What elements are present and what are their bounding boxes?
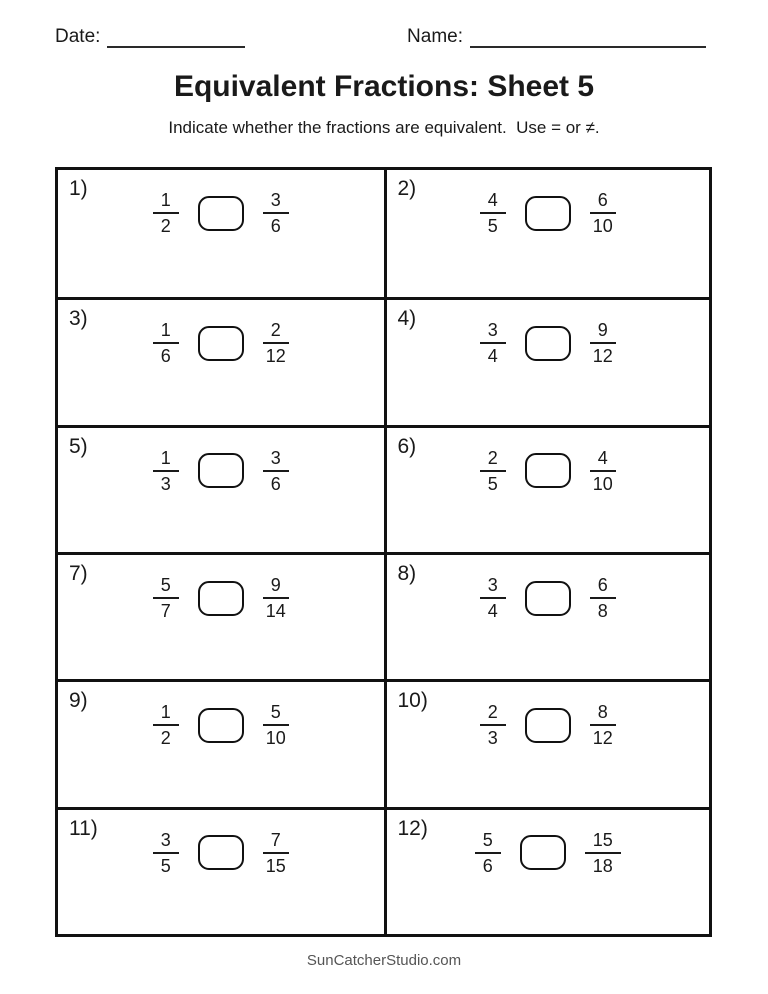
left-fraction	[480, 190, 506, 236]
right-fraction	[590, 320, 616, 366]
left-fraction-denominator: 3	[487, 728, 498, 749]
problem-number: 8)	[397, 562, 417, 585]
left-fraction-denominator: 5	[487, 473, 498, 494]
right-fraction-numerator: 3	[263, 190, 289, 214]
right-fraction-numerator: 6	[590, 190, 616, 214]
left-fraction-denominator: 4	[487, 346, 498, 367]
left-fraction	[480, 320, 506, 366]
right-fraction-denominator: 12	[265, 346, 286, 367]
answer-box[interactable]	[525, 581, 571, 616]
header-fields-row	[0, 0, 768, 48]
problem-number: 9)	[69, 689, 88, 713]
problem-row	[58, 320, 384, 366]
left-fraction	[153, 190, 179, 236]
right-fraction-numerator: 9	[263, 575, 289, 599]
problem-cell	[384, 425, 710, 552]
problem-cell	[58, 807, 384, 934]
right-fraction	[263, 702, 289, 748]
right-fraction	[585, 830, 621, 876]
left-fraction-numerator: 3	[480, 575, 506, 599]
date-label: Date:	[55, 26, 101, 47]
problem-number: 6)	[397, 434, 417, 458]
answer-box[interactable]	[198, 453, 244, 488]
left-fraction-numerator: 3	[480, 320, 506, 344]
answer-box[interactable]	[198, 835, 244, 870]
left-fraction-numerator: 1	[153, 702, 179, 726]
left-fraction	[153, 830, 179, 876]
left-fraction	[153, 702, 179, 748]
right-fraction-denominator: 10	[265, 728, 286, 749]
left-fraction-denominator: 7	[160, 601, 171, 622]
problem-row	[58, 190, 384, 236]
problem-row	[58, 575, 384, 621]
answer-box[interactable]	[520, 835, 566, 870]
right-fraction-denominator: 12	[592, 346, 613, 367]
problem-cell	[58, 425, 384, 552]
right-fraction-denominator: 6	[270, 473, 281, 494]
answer-box[interactable]	[525, 196, 571, 231]
right-fraction	[263, 190, 289, 236]
problem-cell	[384, 679, 710, 806]
left-fraction-numerator: 5	[153, 575, 179, 599]
left-fraction-numerator: 2	[480, 448, 506, 472]
left-fraction-denominator: 2	[160, 216, 171, 237]
left-fraction-numerator: 1	[153, 190, 179, 214]
name-field	[407, 26, 706, 48]
left-fraction-numerator: 5	[475, 830, 501, 854]
right-fraction-numerator: 2	[263, 320, 289, 344]
right-fraction	[263, 830, 289, 876]
problem-number: 11)	[69, 816, 98, 840]
right-fraction	[590, 702, 616, 748]
problem-row	[58, 448, 384, 494]
right-fraction-denominator: 14	[265, 601, 286, 622]
left-fraction-numerator: 1	[153, 320, 179, 344]
right-fraction-denominator: 15	[265, 855, 286, 876]
left-fraction	[153, 448, 179, 494]
answer-box[interactable]	[198, 326, 244, 361]
problem-cell	[384, 552, 710, 679]
right-fraction-numerator: 7	[263, 830, 289, 854]
date-field	[55, 26, 245, 48]
answer-box[interactable]	[525, 708, 571, 743]
left-fraction	[480, 702, 506, 748]
right-fraction-denominator: 6	[270, 216, 281, 237]
problem-number: 5)	[69, 434, 88, 458]
problem-cell	[58, 170, 384, 297]
left-fraction-numerator: 4	[480, 190, 506, 214]
page-title: Equivalent Fractions: Sheet 5	[173, 70, 595, 103]
problem-row	[387, 448, 710, 494]
left-fraction	[153, 575, 179, 621]
right-fraction	[590, 575, 616, 621]
problem-number: 12)	[397, 816, 428, 840]
left-fraction-numerator: 3	[153, 830, 179, 854]
left-fraction-denominator: 3	[160, 473, 171, 494]
problem-cell	[58, 679, 384, 806]
answer-box[interactable]	[525, 453, 571, 488]
problem-number: 4)	[397, 307, 417, 331]
right-fraction	[263, 320, 289, 366]
right-fraction-denominator: 8	[597, 601, 608, 622]
problem-cell	[384, 170, 710, 297]
problem-row	[387, 830, 710, 876]
left-fraction	[475, 830, 501, 876]
right-fraction-denominator: 18	[592, 855, 613, 876]
problem-number: 2)	[397, 177, 417, 200]
problem-row	[387, 190, 710, 236]
right-fraction	[263, 448, 289, 494]
left-fraction-denominator: 6	[482, 855, 493, 876]
problem-row	[387, 702, 710, 748]
left-fraction-denominator: 2	[160, 728, 171, 749]
right-fraction	[590, 448, 616, 494]
instruction-text: Indicate whether the fractions are equivalent. Use = or ≠.	[168, 118, 600, 137]
left-fraction	[480, 575, 506, 621]
answer-box[interactable]	[198, 196, 244, 231]
problem-cell	[384, 807, 710, 934]
answer-box[interactable]	[198, 581, 244, 616]
right-fraction-numerator: 6	[590, 575, 616, 599]
right-fraction-numerator: 4	[590, 448, 616, 472]
problem-row	[58, 830, 384, 876]
right-fraction-numerator: 9	[590, 320, 616, 344]
problem-row	[58, 702, 384, 748]
left-fraction-denominator: 6	[160, 346, 171, 367]
right-fraction-denominator: 10	[592, 473, 613, 494]
right-fraction	[590, 190, 616, 236]
problem-row	[387, 320, 710, 366]
problem-cell	[58, 552, 384, 679]
problem-cell	[58, 297, 384, 424]
date-input-line[interactable]	[107, 28, 245, 48]
right-fraction-numerator: 8	[590, 702, 616, 726]
right-fraction-numerator: 3	[263, 448, 289, 472]
left-fraction-denominator: 5	[160, 855, 171, 876]
left-fraction	[153, 320, 179, 366]
footer-site-text: SunCatcherStudio.com	[306, 952, 462, 969]
name-label: Name:	[407, 26, 463, 47]
left-fraction-numerator: 2	[480, 702, 506, 726]
left-fraction-denominator: 5	[487, 216, 498, 237]
name-input-line[interactable]	[470, 28, 706, 48]
problem-cell	[384, 297, 710, 424]
answer-box[interactable]	[525, 326, 571, 361]
left-fraction	[480, 448, 506, 494]
problem-number: 3)	[69, 307, 88, 331]
right-fraction-denominator: 10	[592, 216, 613, 237]
right-fraction-numerator: 5	[263, 702, 289, 726]
problem-number: 10)	[397, 689, 428, 713]
answer-box[interactable]	[198, 708, 244, 743]
right-fraction-denominator: 12	[592, 728, 613, 749]
problem-number: 1)	[69, 177, 88, 200]
problems-grid	[55, 167, 712, 937]
problem-row	[387, 575, 710, 621]
left-fraction-denominator: 4	[487, 601, 498, 622]
left-fraction-numerator: 1	[153, 448, 179, 472]
problem-number: 7)	[69, 562, 88, 585]
right-fraction-numerator: 15	[585, 830, 621, 854]
right-fraction	[263, 575, 289, 621]
